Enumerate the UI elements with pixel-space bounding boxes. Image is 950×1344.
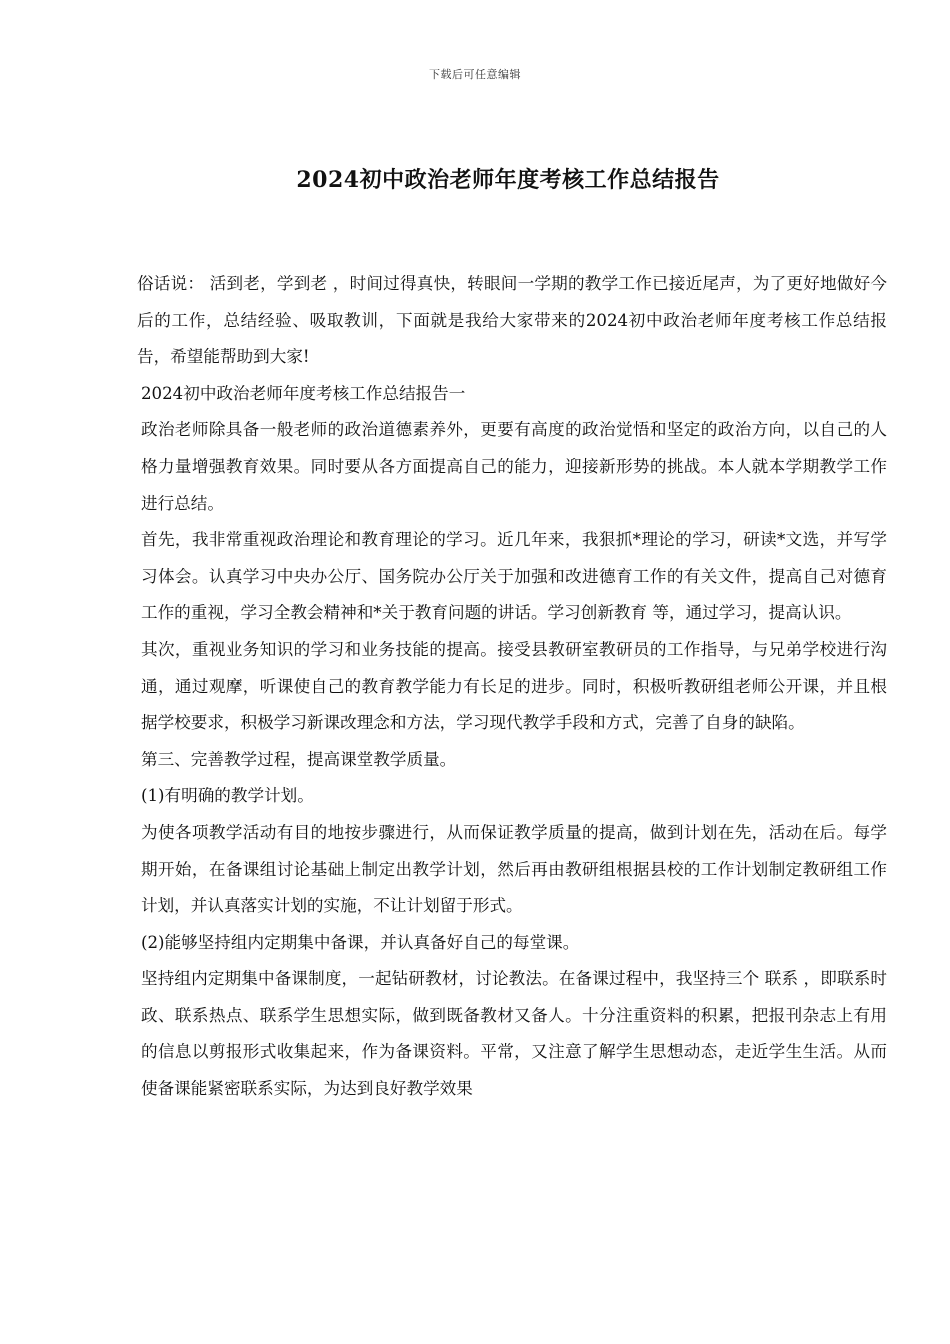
page-header-note: 下载后可任意编辑 bbox=[429, 68, 521, 81]
subheading: 第三、完善教学过程，提高课堂教学质量。 bbox=[141, 749, 457, 769]
list-item-heading: (2)能够坚持组内定期集中备课，并认真备好自己的每堂课。 bbox=[141, 932, 580, 952]
intro-paragraph: 俗话说： 活到老，学到老 ，时间过得真快，转眼间一学期的教学工作已接近尾声，为了更好地做好今后的工作，总结经验、吸取教训，下面就是我给大家带来的2024初中政治老师年度考核工作总结报告，希望能帮助到大家! bbox=[137, 274, 887, 367]
document-body bbox=[137, 266, 887, 1108]
body-paragraph: 为使各项教学活动有目的地按步骤进行，从而保证教学质量的提高，做到计划在先，活动在后。每学期开始，在备课组讨论基础上制定出教学计划，然后再由教研组根据县校的工作计划制定教研组工作计划，并认真落实计划的实施，不让计划留于形式。 bbox=[141, 822, 887, 916]
section-heading-1: 2024初中政治老师年度考核工作总结报告一 bbox=[141, 383, 466, 403]
document-title: 2024初中政治老师年度考核工作总结报告 bbox=[296, 167, 720, 193]
body-paragraph: 其次，重视业务知识的学习和业务技能的提高。接受县教研室教研员的工作指导，与兄弟学校进行沟通，通过观摩，听课使自己的教育教学能力有长足的进步。同时，积极听教研组老师公开课，并且根据学校要求，积极学习新课改理念和方法，学习现代教学手段和方式，完善了自身的缺陷。 bbox=[141, 639, 887, 733]
body-paragraph: 政治老师除具备一般老师的政治道德素养外，更要有高度的政治觉悟和坚定的政治方向，以自己的人格力量增强教育效果。同时要从各方面提高自己的能力，迎接新形势的挑战。本人就本学期教学工作进行总结。 bbox=[141, 420, 887, 513]
body-paragraph: 首先，我非常重视政治理论和教育理论的学习。近几年来，我狠抓*理论的学习，研读*文选，并写学习体会。认真学习中央办公厅、国务院办公厅关于加强和改进德育工作的有关文件，提高自己对德育工作的重视，学习全教会精神和*关于教育问题的讲话。学习创新教育 等，通过学习，提高认识。 bbox=[141, 530, 887, 623]
body-paragraph: 坚持组内定期集中备课制度，一起钻研教材，讨论教法。在备课过程中，我坚持三个 联系 ，即联系时政、联系热点、联系学生思想实际，做到既备教材又备人。十分注重资料的积累，把报刊杂志上有用的信息以剪报形式收集起来，作为备课资料。平常，又注意了解学生思想动态，走近学生生活。从而使备课能紧密联系实际，为达到良好教学效果 bbox=[141, 969, 887, 1099]
list-item-heading: (1)有明确的教学计划。 bbox=[141, 786, 314, 806]
